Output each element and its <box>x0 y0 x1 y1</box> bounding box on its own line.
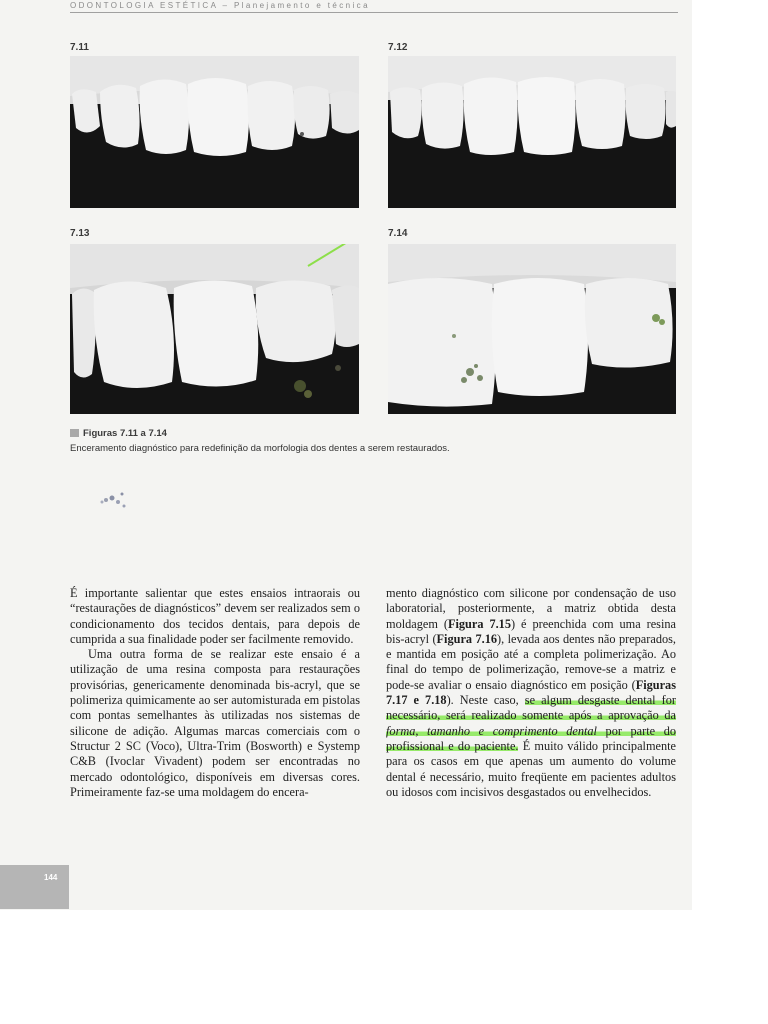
highlighted-text: por parte do profissional e do paciente. <box>386 723 676 753</box>
paragraph-2: Uma outra forma de se realizar este ensaio é a utilização de uma resina composta para restaurações provisórias, genericamente denominada bis-acryl, que se polimeriza quimicamente ao ser automisturada em pistolas com pontas semelhantes às utilizadas nos sistemas de silicone de adição. Algumas marcas comerciais com o Structur 2 SC (Voco), Ultra-Trim (Bosworth) e Systemp C&B (Ivoclar Vivadent) podem ser encontradas no mercado odontológico, disponíveis em diversas cores. Primeiramente faz-se uma moldagem do encera- <box>70 647 360 799</box>
caption-title-text: Figuras 7.11 a 7.14 <box>83 428 167 439</box>
figure-caption-title <box>70 428 167 439</box>
figure-7-12-photo <box>388 56 676 208</box>
figure-7-13-photo <box>70 244 359 414</box>
running-header: ODONTOLOGIA ESTÉTICA – Planejamento e técnica <box>70 1 370 10</box>
text-run: mento diagnóstico com silicone por condensação de uso laboratorial, posteriormente, a matriz obtida desta moldagem ( <box>386 586 676 631</box>
figure-caption-text: Enceramento diagnóstico para redefinição da morfologia dos dentes a serem restaurados. <box>70 443 450 454</box>
body-column-left <box>70 586 360 800</box>
paragraph-3 <box>386 586 676 800</box>
text-run: ) é preenchida com uma resina bis-acryl ( <box>386 616 676 646</box>
figure-label-7-11: 7.11 <box>70 42 89 53</box>
caption-marker <box>70 429 79 437</box>
header-rule <box>70 12 678 13</box>
highlighted-italic-text: forma, tamanho e comprimento dental <box>386 723 597 738</box>
page-number-tab <box>0 865 69 909</box>
figure-label-7-13: 7.13 <box>70 228 90 239</box>
figure-reference: Figuras 7.17 e 7.18 <box>386 677 676 708</box>
body-column-right <box>386 586 676 800</box>
page-number: 144 <box>44 873 58 882</box>
scan-smudge <box>92 488 128 512</box>
figure-reference: Figura 7.15 <box>447 616 511 631</box>
text-run: É muito válido principalmente para os casos em que apenas um aumento do volume dental é necessário, muito freqüente em pacientes adultos ou idosos com incisivos desgastados ou envelhecidos. <box>386 738 677 799</box>
figure-7-14-photo <box>388 244 676 414</box>
text-run: ), levada aos dentes não preparados, e mantida em posição até a completa polimerização. Ao final do tempo de polimerização, remove-se a matriz e pode-se avaliar o ensaio diagnóstico em posição ( <box>386 631 676 692</box>
figure-label-7-14: 7.14 <box>388 228 408 239</box>
figure-7-11-photo <box>70 56 359 208</box>
text-run: ). Neste caso, <box>446 693 525 708</box>
highlighted-text: se algum desgaste dental for necessário, será realizado somente após a aprovação da <box>386 693 676 723</box>
paragraph-1: É importante salientar que estes ensaios intraorais ou “restaurações de diagnósticos” devem ser realizados sem o condicionamento dos tecidos dentais, para depois de cumprida a sua finalidade poder ser facilmente removido. <box>70 586 360 646</box>
figure-reference: Figura 7.16 <box>436 631 498 646</box>
figure-label-7-12: 7.12 <box>388 42 408 53</box>
